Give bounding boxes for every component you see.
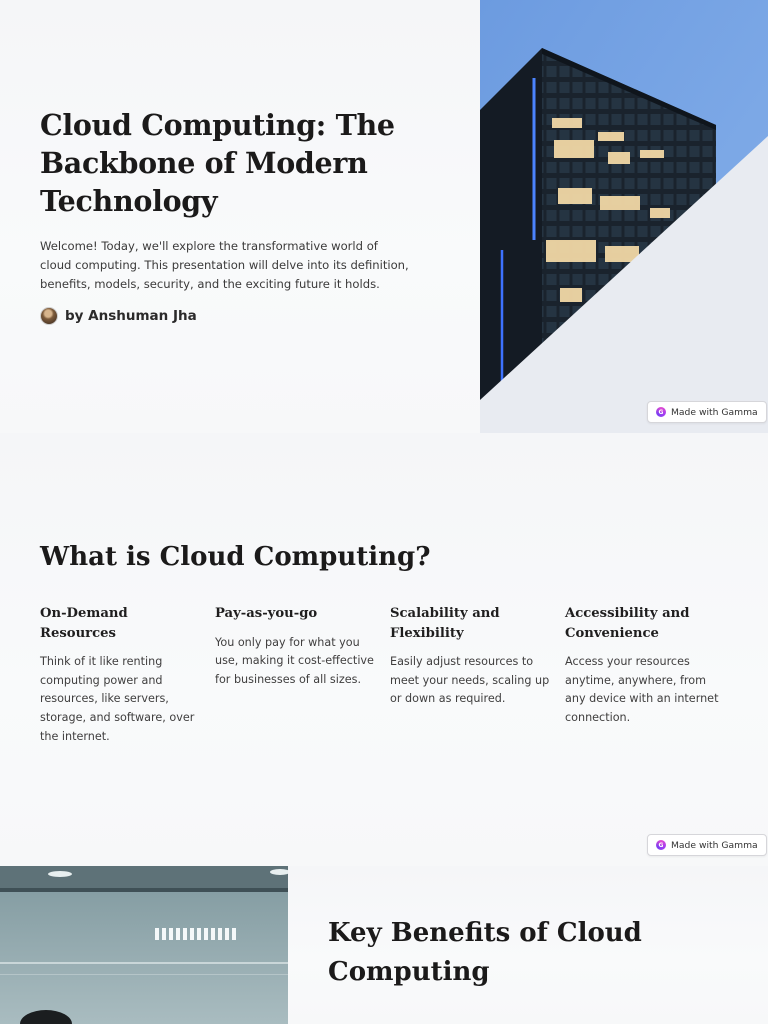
feature-columns (40, 604, 740, 747)
feature-body: Think of it like renting computing power and resources, like servers, storage, and software, over the internet. (40, 655, 195, 743)
building-illustration (480, 0, 768, 433)
feature-heading: Pay-as-you-go (215, 606, 318, 621)
author-line (40, 306, 197, 326)
feature-body: Easily adjust resources to meet your needs, scaling up or down as required. (390, 655, 550, 706)
feature-column-accessibility (565, 604, 740, 747)
avatar (40, 307, 58, 325)
author-name: by Anshuman Jha (65, 308, 197, 324)
badge-label: Made with Gamma (671, 839, 758, 851)
made-with-gamma-badge[interactable] (647, 401, 767, 423)
feature-column-on-demand (40, 604, 215, 747)
made-with-gamma-badge[interactable] (647, 834, 767, 856)
slide-definition (0, 433, 768, 866)
badge-label: Made with Gamma (671, 406, 758, 418)
feature-column-pay-as-you-go (215, 604, 390, 747)
slide-benefits (0, 866, 768, 1024)
building-image (480, 0, 768, 433)
office-image (0, 866, 288, 1024)
office-illustration (0, 866, 288, 1024)
gamma-logo-icon: G (656, 407, 666, 417)
feature-column-scalability (390, 604, 565, 747)
feature-body: Access your resources anytime, anywhere, from any device with an internet connection. (565, 655, 719, 725)
section-title: Key Benefits of Cloud Computing (328, 918, 642, 987)
feature-heading: Accessibility and Convenience (565, 606, 690, 641)
intro-text: Welcome! Today, we'll explore the transformative world of cloud computing. This presentation will delve into its definition, benefits, models, security, and the exciting future it holds. (40, 239, 409, 291)
gamma-logo-icon: G (656, 840, 666, 850)
feature-heading: On-Demand Resources (40, 606, 128, 641)
slide-title (0, 0, 768, 433)
page-title: Cloud Computing: The Backbone of Modern Technology (40, 108, 395, 218)
feature-body: You only pay for what you use, making it cost-effective for businesses of all sizes. (215, 635, 374, 686)
feature-heading: Scalability and Flexibility (390, 606, 500, 641)
section-title: What is Cloud Computing? (40, 542, 431, 572)
